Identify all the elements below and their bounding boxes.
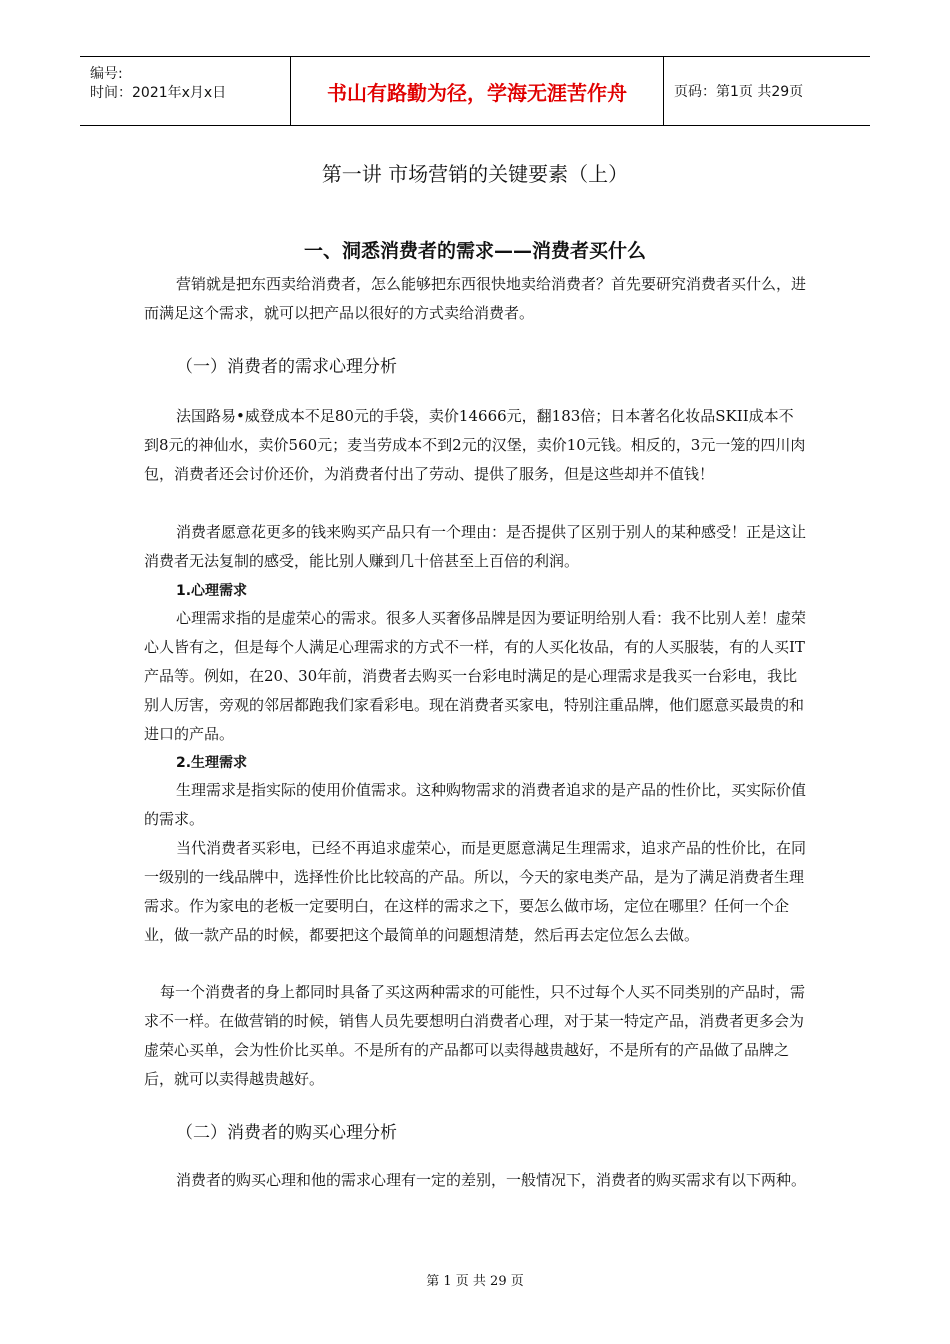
intro-paragraph: 营销就是把东西卖给消费者，怎么能够把东西很快地卖给消费者？首先要研究消费者买什么，进而满足这个需求，就可以把产品以很好的方式卖给消费者。 (144, 275, 807, 322)
paragraph-buying-psych: 消费者的购买心理和他的需求心理有一定的差别，一般情况下，消费者的购买需求有以下两种。 (176, 1171, 807, 1189)
number-label: 编号: (90, 66, 123, 82)
paragraph-tv-era: 当代消费者买彩电，已经不再追求虚荣心，而是更愿意满足生理需求，追求产品的性价比，在同一级别的一线品牌中，选择性价比比较高的产品。所以，今天的家电类产品，是为了满足消费者生理需求。作为家电的老板一定要明白，在这样的需求之下，要怎么做市场，定位在哪里？任何一个企业，做一款产品的时候，都要把这个最简单的问题想清楚，然后再去定位怎么去做。 (144, 839, 807, 944)
subsection-heading-1: （一）消费者的需求心理分析 (176, 357, 397, 377)
psych-need-text: 心理需求指的是虚荣心的需求。很多人买奢侈品牌是因为要证明给别人看：我不比别人差！虚荣心人皆有之，但是每个人满足心理需求的方式不一样，有的人买化妆品，有的人买服装，有的人买IT产品等。例如，在20、30年前，消费者去购买一台彩电时满足的是心理需求是我买一台彩电，我比别人厉害，旁观的邻居都跑我们家看彩电。现在消费者买家电，特别注重品牌，他们愿意买最贵的和进口的产品。 (144, 609, 807, 743)
physio-need-title: 2.生理需求 (176, 755, 248, 771)
page-footer: 第 1 页 共 29 页 (426, 1274, 524, 1289)
page-title: 第一讲 市场营销的关键要素（上） (321, 162, 629, 186)
paragraph-both-needs: 每一个消费者的身上都同时具备了买这两种需求的可能性，只不过每个人买不同类别的产品时，需求不一样。在做营销的时候，销售人员先要想明白消费者心理，对于某一特定产品，消费者更多会为虚荣心买单，会为性价比买单。不是所有的产品都可以卖得越贵越好，不是所有的产品做了品牌之后，就可以卖得越贵越好。 (144, 983, 806, 1088)
psych-need-title: 1.心理需求 (176, 583, 248, 599)
paragraph-lv-example: 法国路易•威登成本不足80元的手袋，卖价14666元，翻183倍；日本著名化妆品SKII成本不到8元的神仙水，卖价560元；麦当劳成本不到2元的汉堡，卖价10元钱。相反的，3元一笼的四川肉包，消费者还会讨价还价，为消费者付出了劳动、提供了服务，但是这些却并不值钱！ (144, 407, 806, 483)
subsection-heading-2: （二）消费者的购买心理分析 (176, 1123, 397, 1143)
header-page-info: 页码：第1页 共29页 (674, 84, 804, 100)
physio-need-text: 生理需求是指实际的使用价值需求。这种购物需求的消费者追求的是产品的性价比，买实际价值的需求。 (144, 781, 807, 828)
header-meta (80, 57, 290, 125)
paragraph-reason: 消费者愿意花更多的钱来购买产品只有一个理由：是否提供了区别于别人的某种感受！正是这让消费者无法复制的感受，能比别人赚到几十倍甚至上百倍的利润。 (144, 523, 807, 570)
time-label: 时间：2021年x月x日 (90, 85, 227, 101)
motto-text: 书山有路勤为径，学海无涯苦作舟 (327, 80, 627, 105)
section-heading: 一、洞悉消费者的需求——消费者买什么 (303, 240, 646, 262)
document-header (80, 56, 870, 126)
header-motto (290, 57, 664, 125)
